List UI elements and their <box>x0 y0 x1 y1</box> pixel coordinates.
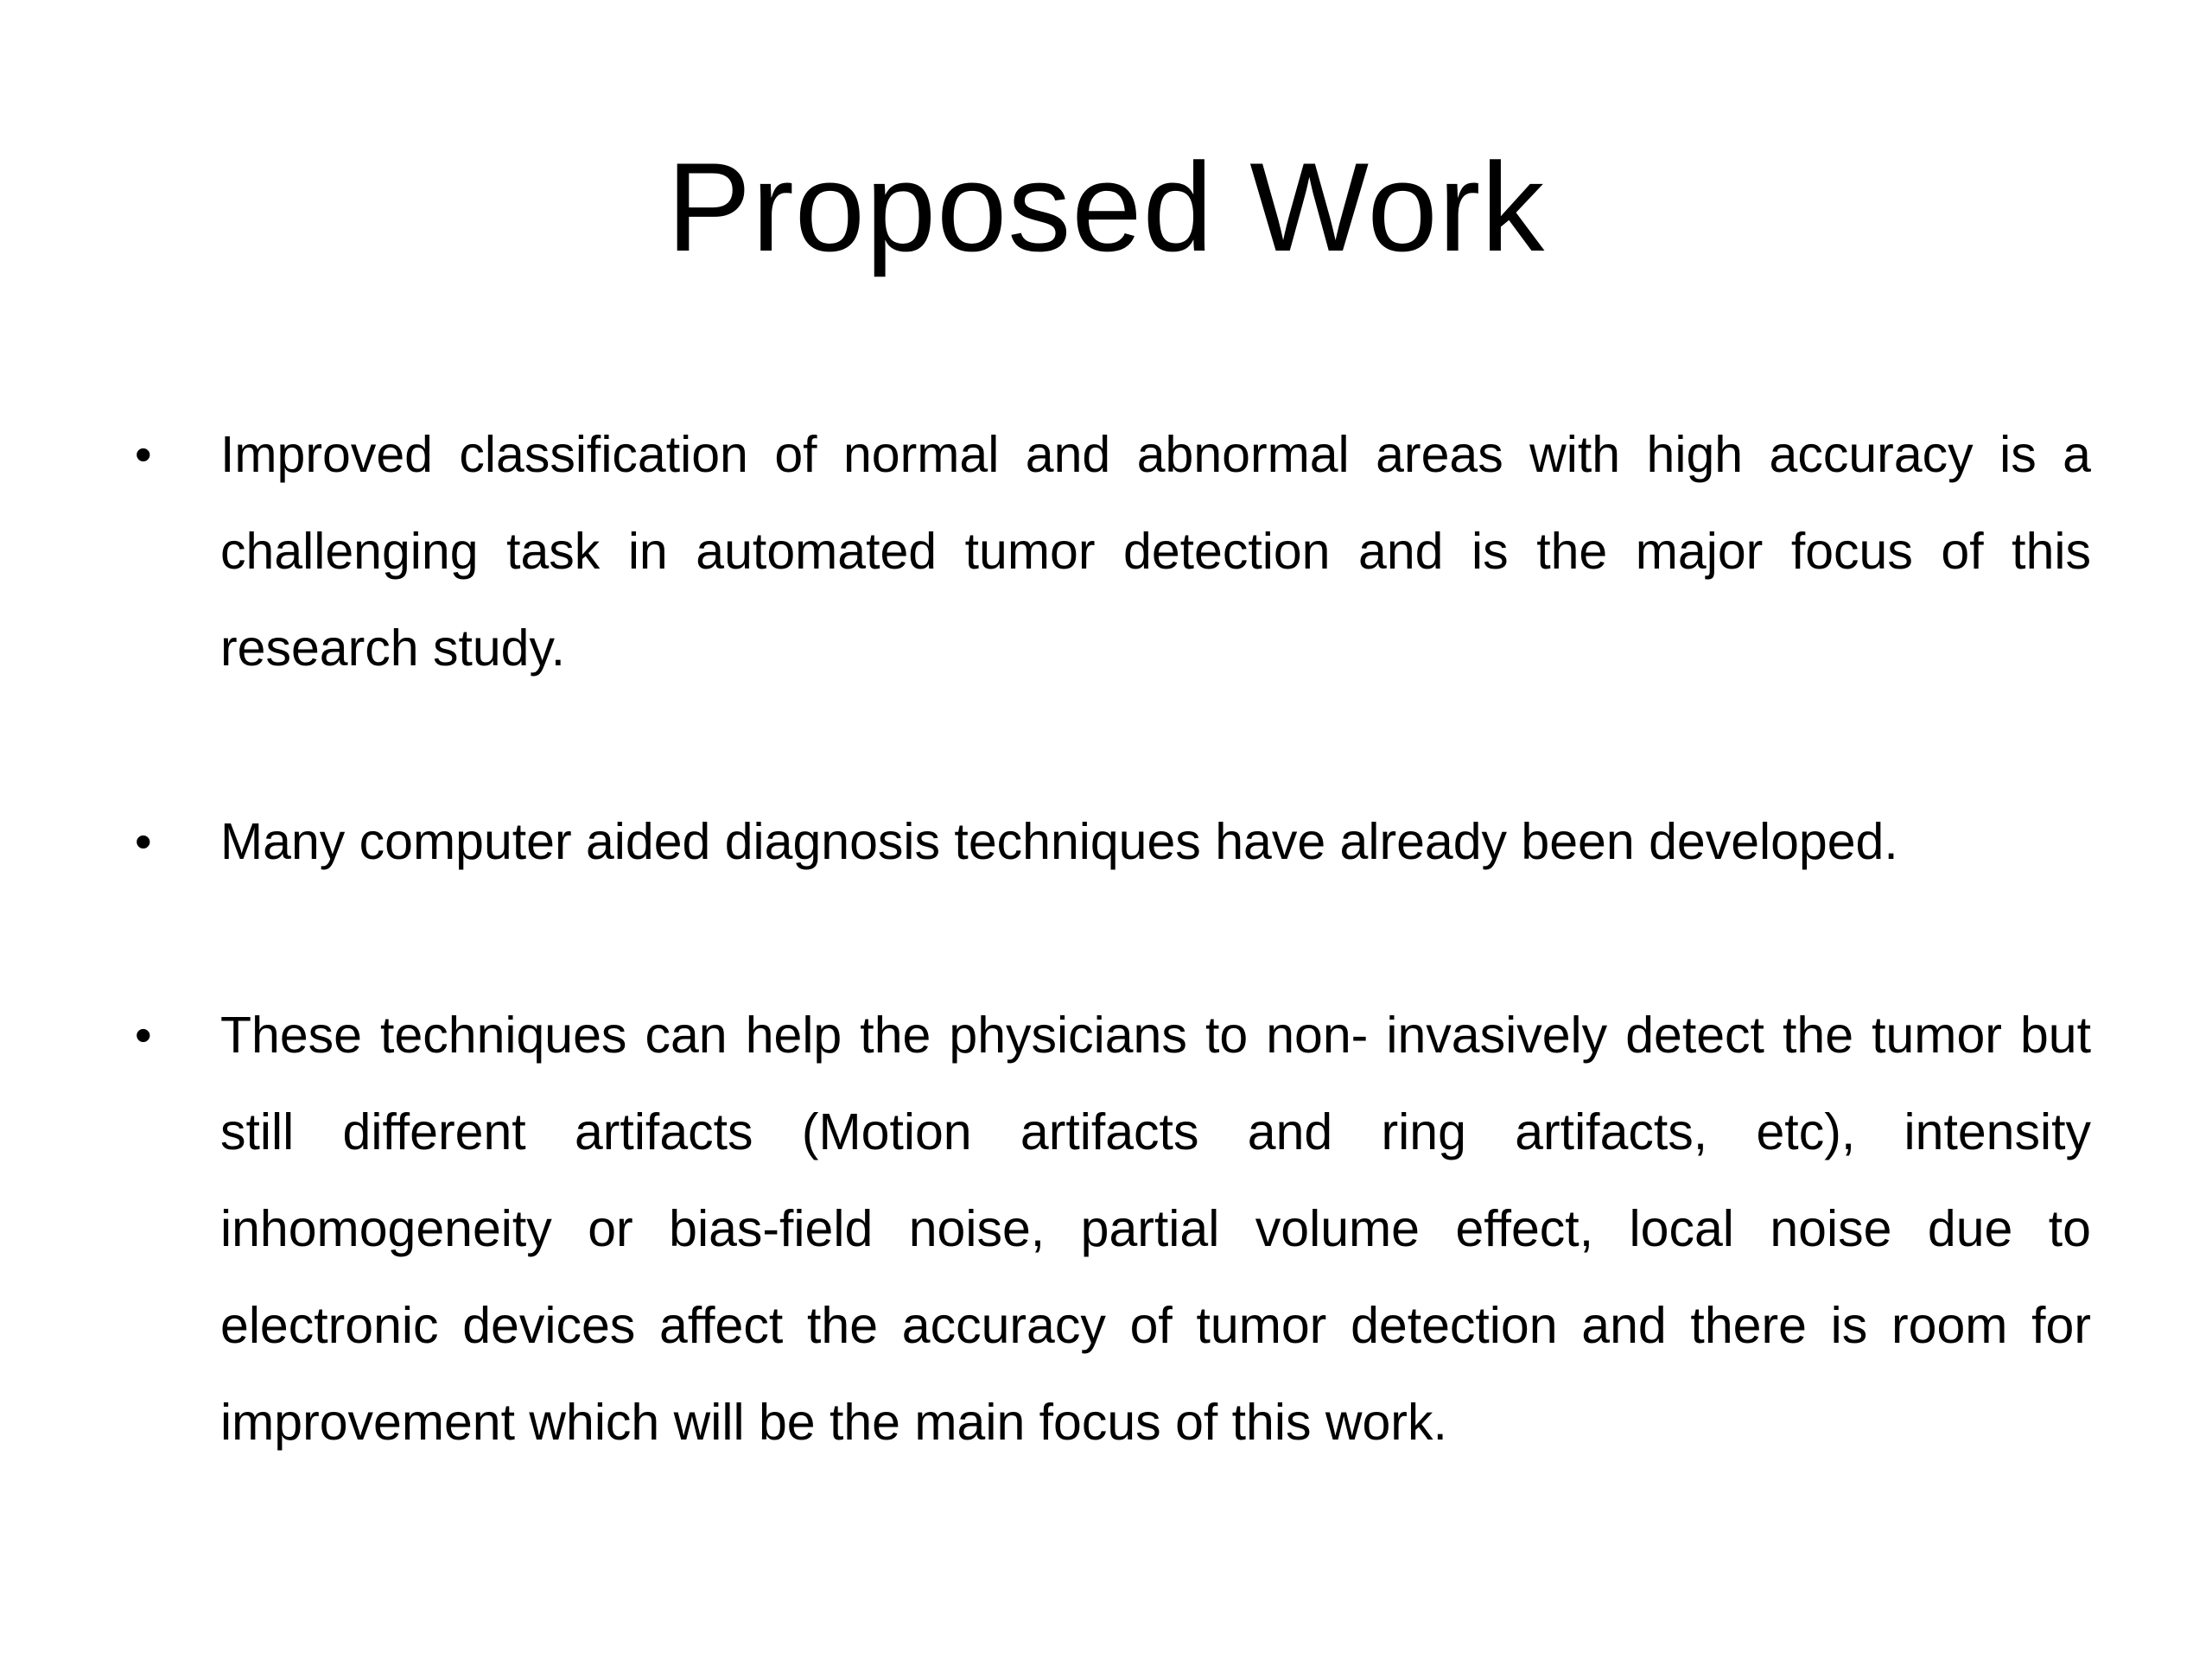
bullet-icon: • <box>135 814 152 868</box>
bullet-item <box>130 406 2091 696</box>
bullet-icon: • <box>135 427 152 481</box>
bullet-item <box>130 987 2091 1471</box>
bullet-icon: • <box>135 1007 152 1062</box>
bullet-list <box>130 406 2091 1471</box>
bullet-text: Many computer aided diagnosis techniques have already been developed. <box>220 813 1898 870</box>
bullet-item <box>130 793 2091 890</box>
slide-title: Proposed Work <box>666 137 1546 277</box>
bullet-text: These techniques can help the physicians to non- invasively detect the tumor but still different artifacts (Motion artifacts and ring artifacts, etc), intensity inhomogeneity or bias-field noise, partial volume effect, local noise due to electronic devices affect the accuracy of tumor detection and there is room for improvement which will be the main focus of this work. <box>220 1007 2091 1451</box>
bullet-text: Improved classification of normal and abnormal areas with high accuracy is a challenging task in automated tumor detection and is the major focus of this research study. <box>220 426 2091 677</box>
